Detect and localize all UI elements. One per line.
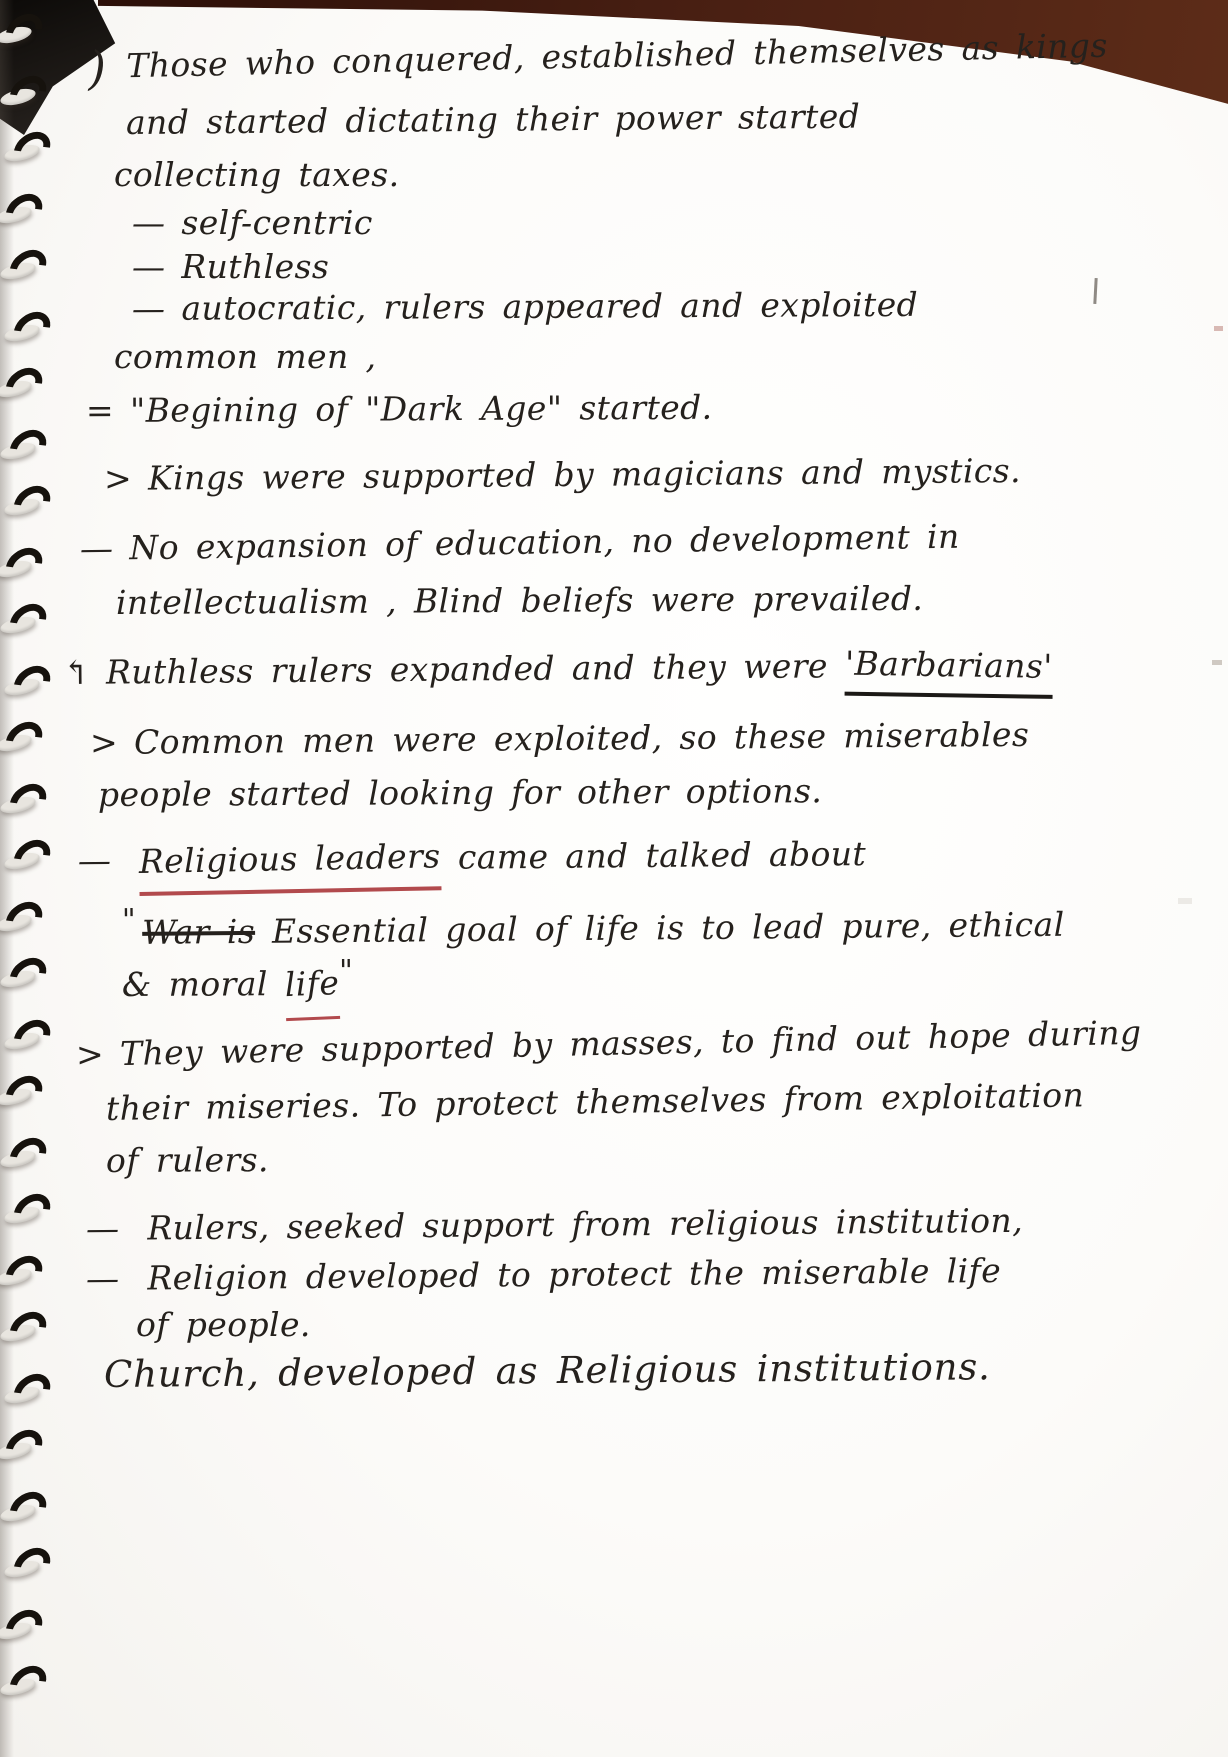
dash-bullet: — xyxy=(85,1258,120,1298)
note-line: & moral life" xyxy=(122,961,360,1021)
note-line: — Ruthless xyxy=(132,244,329,290)
note-line: — self-centric xyxy=(132,200,373,246)
note-line: — autocratic, rulers appeared and exploited xyxy=(132,282,918,332)
hanging-quote: " xyxy=(338,953,354,989)
spiral-binding xyxy=(0,0,70,1757)
note-line: of rulers. xyxy=(105,1140,269,1180)
spiral-ring xyxy=(8,1140,48,1170)
note-line: > They were supported by masses, to find out hope during xyxy=(76,1010,1142,1078)
angle-bullet: > xyxy=(75,1034,105,1074)
note-line: collecting taxes. xyxy=(114,155,400,194)
spiral-ring xyxy=(12,842,52,872)
spiral-ring xyxy=(12,488,52,518)
spiral-ring xyxy=(12,1022,52,1052)
spiral-ring xyxy=(4,196,44,226)
note-line: ↰ Ruthless rulers expanded and they were 'Barbarians' xyxy=(62,641,1053,705)
spiral-ring xyxy=(8,1314,48,1344)
note-line: — Religious leaders came and talked about xyxy=(78,831,867,895)
dash-bullet: — xyxy=(132,203,166,242)
spiral-ring xyxy=(4,1432,44,1462)
note-line: their miseries. To protect themselves from exploitation xyxy=(105,1075,1085,1128)
spiral-ring xyxy=(12,1376,52,1406)
dash-bullet: — xyxy=(131,288,166,328)
note-line: > Kings were supported by magicians and mystics. xyxy=(104,448,1021,502)
dash-bullet: — xyxy=(77,840,112,880)
note-line: people started looking for other options. xyxy=(97,771,823,814)
spiral-ring xyxy=(4,1078,44,1108)
note-line: > Common men were exploited, so these miserables xyxy=(90,712,1030,766)
note-line: common men , xyxy=(114,337,377,376)
spiral-ring xyxy=(4,1258,44,1288)
note-line: — No expansion of education, no development in xyxy=(80,514,960,572)
spiral-ring xyxy=(8,78,48,108)
angle-bullet: ) xyxy=(87,40,107,95)
struck-text: War is xyxy=(142,911,256,952)
note-line: intellectualism , Blind beliefs were prevailed. xyxy=(115,578,924,622)
note-line: — Religion developed to protect the miserable life xyxy=(86,1248,1002,1302)
note-line: of people. xyxy=(136,1305,311,1344)
spiral-ring xyxy=(8,606,48,636)
spiral-ring xyxy=(12,1196,52,1226)
stray-ink-mark xyxy=(1093,278,1097,304)
curved-arrow-bullet: ↰ xyxy=(61,652,91,692)
spiral-ring xyxy=(12,134,52,164)
dash-bullet: — xyxy=(85,1208,120,1248)
dash-bullet: — xyxy=(79,528,114,568)
spiral-ring xyxy=(12,1550,52,1580)
spiral-ring xyxy=(8,960,48,990)
underlined-red-text: life xyxy=(284,960,341,1021)
note-line: " War is Essential goal of life is to lead pure, ethical xyxy=(121,902,1065,952)
angle-bullet: > xyxy=(89,722,119,762)
spiral-ring xyxy=(4,1612,44,1642)
spiral-ring xyxy=(4,550,44,580)
note-line: and started dictating their power started xyxy=(125,96,861,142)
spiral-ring xyxy=(8,432,48,462)
spiral-ring xyxy=(8,1494,48,1524)
spiral-ring xyxy=(8,1668,48,1698)
spiral-ring xyxy=(12,314,52,344)
spiral-ring xyxy=(4,904,44,934)
angle-bullet: > xyxy=(103,458,133,498)
spiral-ring xyxy=(4,724,44,754)
note-line: Church, developed as Religious institutions. xyxy=(103,1345,991,1396)
underlined-red-text: Religious leaders xyxy=(139,833,442,896)
note-line: ) Those who conquered, established themselves as kings xyxy=(87,25,1109,95)
spiral-ring xyxy=(12,668,52,698)
note-line: = "Begining of "Dark Age" started. xyxy=(86,385,713,434)
spiral-ring xyxy=(8,252,48,282)
dash-bullet: — xyxy=(132,247,166,286)
spiral-ring xyxy=(4,370,44,400)
spiral-ring xyxy=(8,786,48,816)
equals-bullet: = xyxy=(85,390,115,430)
stray-ink-mark xyxy=(1212,660,1222,665)
stray-ink-mark xyxy=(1214,326,1223,331)
stray-ink-mark xyxy=(1178,898,1192,904)
underlined-black-text: 'Barbarians' xyxy=(844,641,1052,699)
note-line: — Rulers, seeked support from religious institution, xyxy=(86,1198,1023,1252)
spiral-ring xyxy=(4,16,44,46)
hanging-quote: " xyxy=(121,902,137,938)
